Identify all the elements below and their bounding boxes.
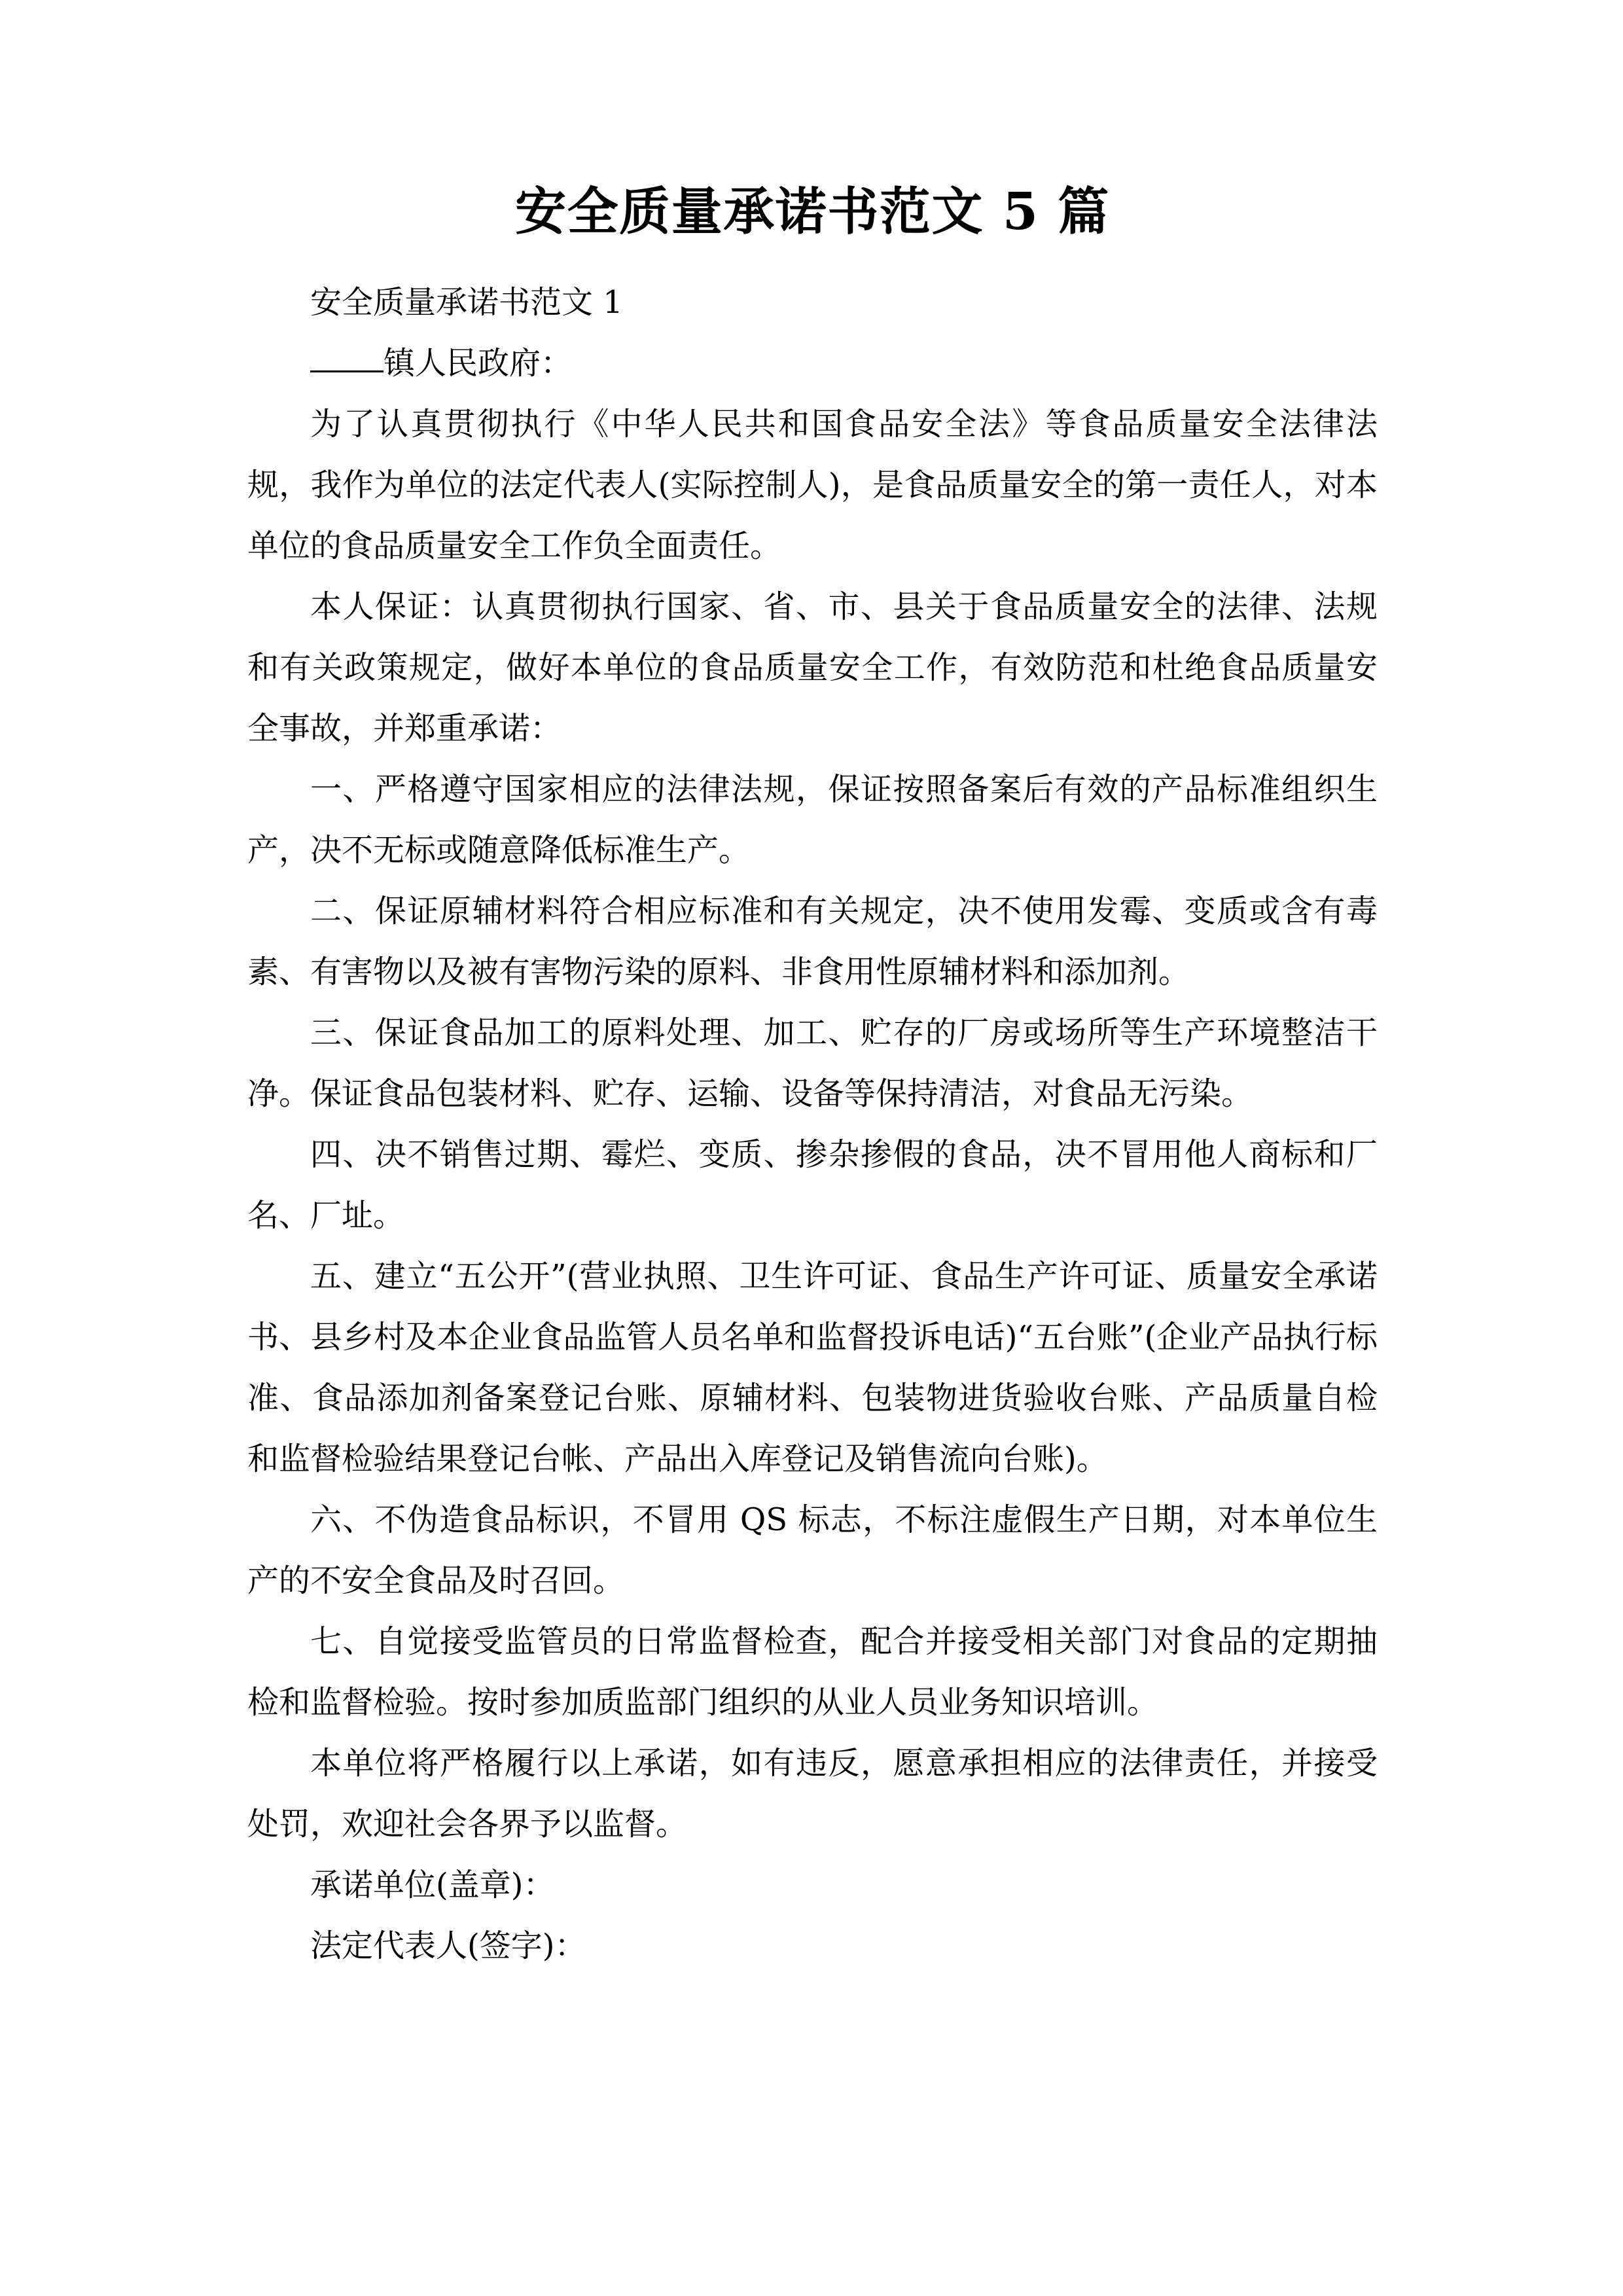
page-title: 安全质量承诺书范文 5 篇 (515, 182, 1110, 242)
paragraph-item-1: 一、严格遵守国家相应的法律法规，保证按照备案后有效的产品标准组织生产，决不无标或随意降低标准生产。 (247, 771, 1378, 869)
paragraph-pledge-opening: 本人保证：认真贯彻执行国家、省、市、县关于食品质量安全的法律、法规和有关政策规定，做好本单位的食品质量安全工作，有效防范和杜绝食品质量安全事故，并郑重承诺： (247, 588, 1378, 747)
paragraph-item-2: 二、保证原辅材料符合相应标准和有关规定，决不使用发霉、变质或含有毒素、有害物以及被有害物污染的原料、非食用性原辅材料和添加剂。 (247, 893, 1378, 991)
document-content (247, 0, 1378, 1977)
paragraph-intro: 为了认真贯彻执行《中华人民共和国食品安全法》等食品质量安全法律法规，我作为单位的法定代表人(实际控制人)，是食品质量安全的第一责任人，对本单位的食品质量安全工作负全面责任。 (247, 406, 1378, 565)
paragraph-item-4: 四、决不销售过期、霉烂、变质、掺杂掺假的食品，决不冒用他人商标和厂名、厂址。 (247, 1136, 1378, 1234)
paragraph-item-7: 七、自觉接受监管员的日常监督检查，配合并接受相关部门对食品的定期抽检和监督检验。按时参加质监部门组织的从业人员业务知识培训。 (247, 1623, 1378, 1721)
salutation-line (247, 333, 1378, 394)
signature-line-representative: 法定代表人(签字)： (310, 1928, 586, 1965)
paragraph-item-5: 五、建立“五公开”(营业执照、卫生许可证、食品生产许可证、质量安全承诺书、县乡村及本企业食品监管人员名单和监督投诉电话)“五台账”(企业产品执行标准、食品添加剂备案登记台账、原辅材料、包装物进货验收台账、产品质量自检和监督检验结果登记台帐、产品出入库登记及销售流向台账)。 (247, 1258, 1378, 1478)
paragraph-item-3: 三、保证食品加工的原料处理、加工、贮存的厂房或场所等生产环境整洁干净。保证食品包装材料、贮存、运输、设备等保持清洁，对食品无污染。 (247, 1014, 1378, 1113)
signature-line-company: 承诺单位(盖章)： (310, 1867, 555, 1904)
salutation-text: 镇人民政府： (383, 345, 573, 382)
blank-fill-rule (310, 370, 383, 372)
paragraph-item-6: 六、不伪造食品标识，不冒用 QS 标志，不标注虚假生产日期，对本单位生产的不安全食品及时召回。 (247, 1501, 1378, 1600)
paragraph-closing: 本单位将严格履行以上承诺，如有违反，愿意承担相应的法律责任，并接受处罚，欢迎社会各界予以监督。 (247, 1745, 1378, 1843)
document-subtitle: 安全质量承诺书范文 1 (310, 284, 623, 321)
